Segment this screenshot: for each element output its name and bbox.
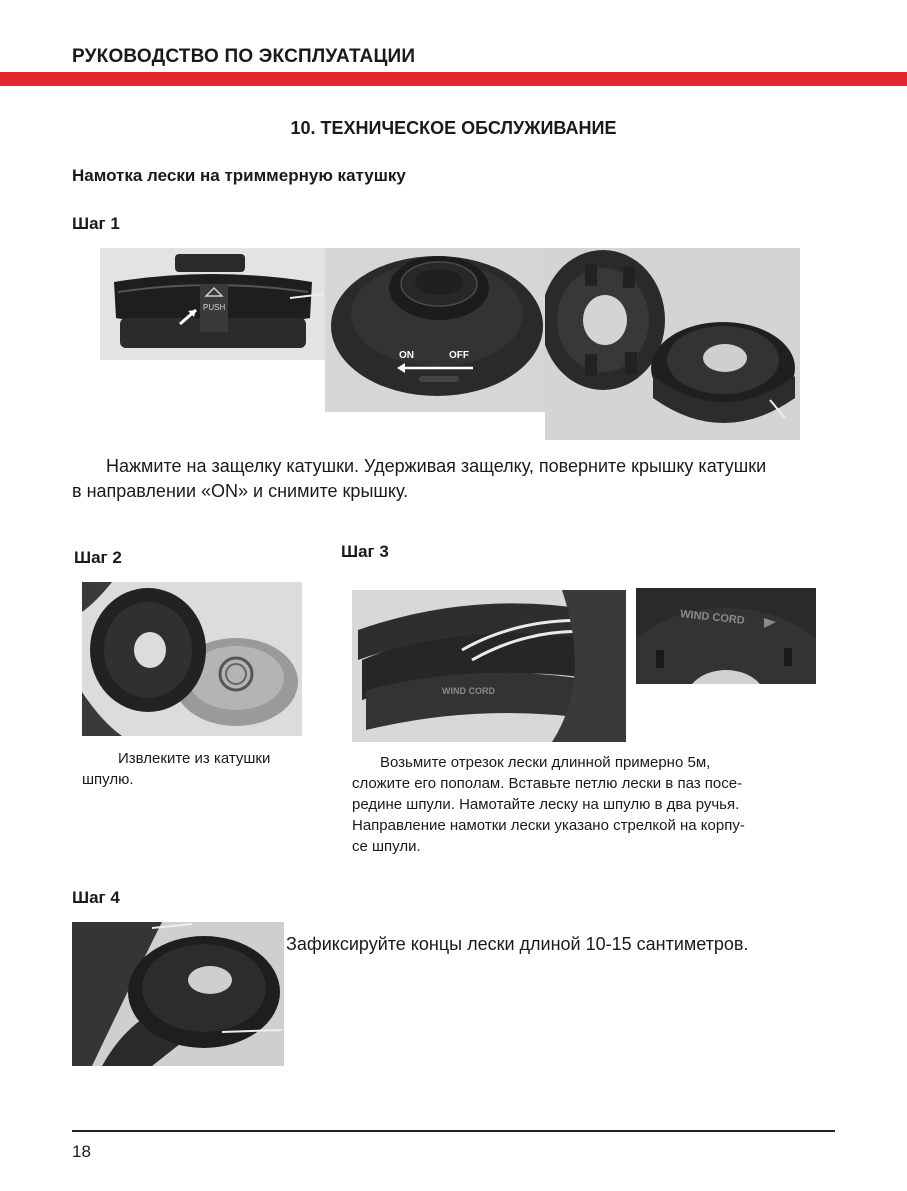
step3-wind-cord-text-b: WIND CORD [679,608,746,627]
step2-text-line2: шпулю. [82,771,134,788]
step3-text-line2: сложите его пополам. Вставьте петлю лески в паз посе- [352,775,743,792]
header-title: РУКОВОДСТВО ПО ЭКСПЛУАТАЦИИ [72,46,416,67]
step3-wind-cord-text-a: WIND CORD [442,686,495,696]
step1-photo-cap-removed [545,248,800,440]
step2-label: Шаг 2 [74,548,122,567]
subtitle: Намотка лески на триммерную катушку [72,166,406,185]
step1-photo-cap-top [325,248,545,412]
step1-label: Шаг 1 [72,214,120,233]
step3-photo-arrow [636,588,816,684]
step1-photo-cap-side [100,248,325,360]
step2-photo-spool [82,582,302,736]
step4-label: Шаг 4 [72,888,120,907]
step3-text-line4: Направление намотки лески указано стрелкой на корпу- [352,817,745,834]
step3-text-line3: редине шпули. Намотайте леску на шпулю в два ручья. [352,796,740,813]
step1-off-text: OFF [449,350,469,361]
step2-text-line1: Извлеките из катушки [118,750,271,767]
page-number: 18 [72,1142,91,1161]
header-red-bar [0,72,907,86]
step1-text-line1: Нажмите на защелку катушки. Удерживая защелку, поверните крышку катушки [106,456,767,476]
step3-paragraph [352,752,832,857]
step1-paragraph [72,454,847,504]
section-title: 10. ТЕХНИЧЕСКОЕ ОБСЛУЖИВАНИЕ [290,118,617,138]
footer-divider [72,1130,835,1132]
step3-label: Шаг 3 [341,542,389,561]
step1-push-text: PUSH [203,303,226,312]
step2-paragraph [82,748,312,790]
step4-text: Зафиксируйте концы лески длиной 10-15 сантиметров. [286,934,749,954]
step4-photo-fix-ends [72,922,284,1066]
step3-text-line5: се шпули. [352,838,421,855]
step1-text-line2: в направлении «ON» и снимите крышку. [72,481,409,501]
step1-on-text: ON [399,350,414,361]
step3-text-line1: Возьмите отрезок лески длинной примерно 5м, [380,754,711,771]
step3-photo-winding [352,590,626,742]
